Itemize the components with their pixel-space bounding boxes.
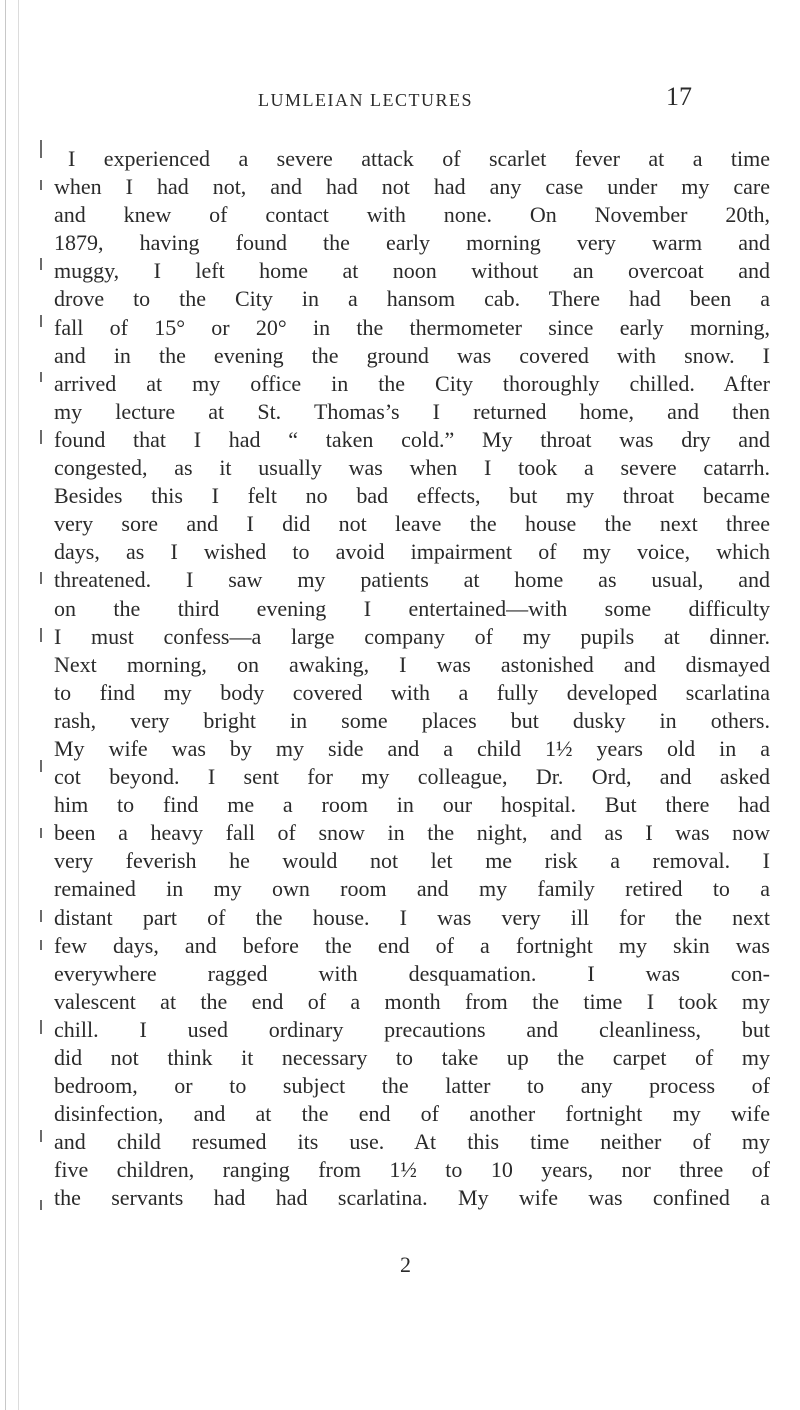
text-line: five children, ranging from 1½ to 10 years, nor three of (54, 1157, 770, 1183)
text-line: few days, and before the end of a fortnight my skin was (54, 932, 770, 958)
text-line: arrived at my office in the City thoroughly chilled. After (54, 370, 770, 396)
text-line: muggy, I left home at noon without an overcoat and (54, 258, 770, 284)
text-line: drove to the City in a hansom cab. There had been a (54, 286, 770, 312)
text-line: on the third evening I entertained—with some difficulty (54, 595, 770, 621)
text-line: been a heavy fall of snow in the night, and as I was now (54, 820, 770, 846)
body-text (54, 145, 770, 1213)
text-line: distant part of the house. I was very ill for the next (54, 904, 770, 930)
text-line: bedroom, or to subject the latter to any process of (54, 1073, 770, 1099)
text-line: cot beyond. I sent for my colleague, Dr. Ord, and asked (54, 764, 770, 790)
text-line: when I had not, and had not had any case under my care (54, 174, 770, 200)
text-line: and child resumed its use. At this time neither of my (54, 1129, 770, 1155)
text-line: the servants had had scarlatina. My wife was confined a (54, 1185, 770, 1211)
margin-marks (40, 140, 48, 1340)
text-line: I experienced a severe attack of scarlet fever at a time (68, 146, 770, 171)
text-line: Besides this I felt no bad effects, but my throat became (54, 483, 770, 509)
text-line: fall of 15° or 20° in the thermometer since early morning, (54, 314, 770, 340)
text-line: disinfection, and at the end of another fortnight my wife (54, 1101, 770, 1127)
text-line: My wife was by my side and a child 1½ years old in a (54, 735, 770, 761)
text-line: very sore and I did not leave the house the next three (54, 511, 770, 537)
page-number: 17 (666, 82, 692, 111)
text-line: him to find me a room in our hospital. But there had (54, 792, 770, 818)
text-line: and in the evening the ground was covered with snow. I (54, 342, 770, 368)
text-line: everywhere ragged with desquamation. I was con- (54, 960, 770, 986)
text-line: I must confess—a large company of my pupils at dinner. (54, 623, 770, 649)
text-line: chill. I used ordinary precautions and cleanliness, but (54, 1016, 770, 1042)
page-edge-line-inner (18, 0, 19, 1410)
text-line: days, as I wished to avoid impairment of my voice, which (54, 539, 770, 565)
text-line: and knew of contact with none. On November 20th, (54, 202, 770, 228)
page-edge-line (5, 0, 6, 1410)
text-line: threatened. I saw my patients at home as usual, and (54, 567, 770, 593)
text-line: my lecture at St. Thomas’s I returned home, and then (54, 398, 770, 424)
text-line: did not think it necessary to take up the carpet of my (54, 1045, 770, 1070)
signature-mark: 2 (400, 1252, 411, 1277)
text-line: found that I had “ taken cold.” My throat was dry and (54, 426, 770, 452)
page-header (0, 82, 800, 128)
text-line: rash, very bright in some places but dusky in others. (54, 707, 770, 733)
text-line: very feverish he would not let me risk a removal. I (54, 848, 770, 874)
text-line: congested, as it usually was when I took a severe catarrh. (54, 455, 770, 481)
text-line: valescent at the end of a month from the time I took my (54, 988, 770, 1014)
text-line: remained in my own room and my family retired to a (54, 876, 770, 902)
text-line: to find my body covered with a fully developed scarlatina (54, 679, 770, 705)
text-line: Next morning, on awaking, I was astonished and dismayed (54, 651, 770, 677)
running-head: LUMLEIAN LECTURES (258, 90, 473, 110)
text-line: 1879, having found the early morning very warm and (54, 230, 770, 256)
